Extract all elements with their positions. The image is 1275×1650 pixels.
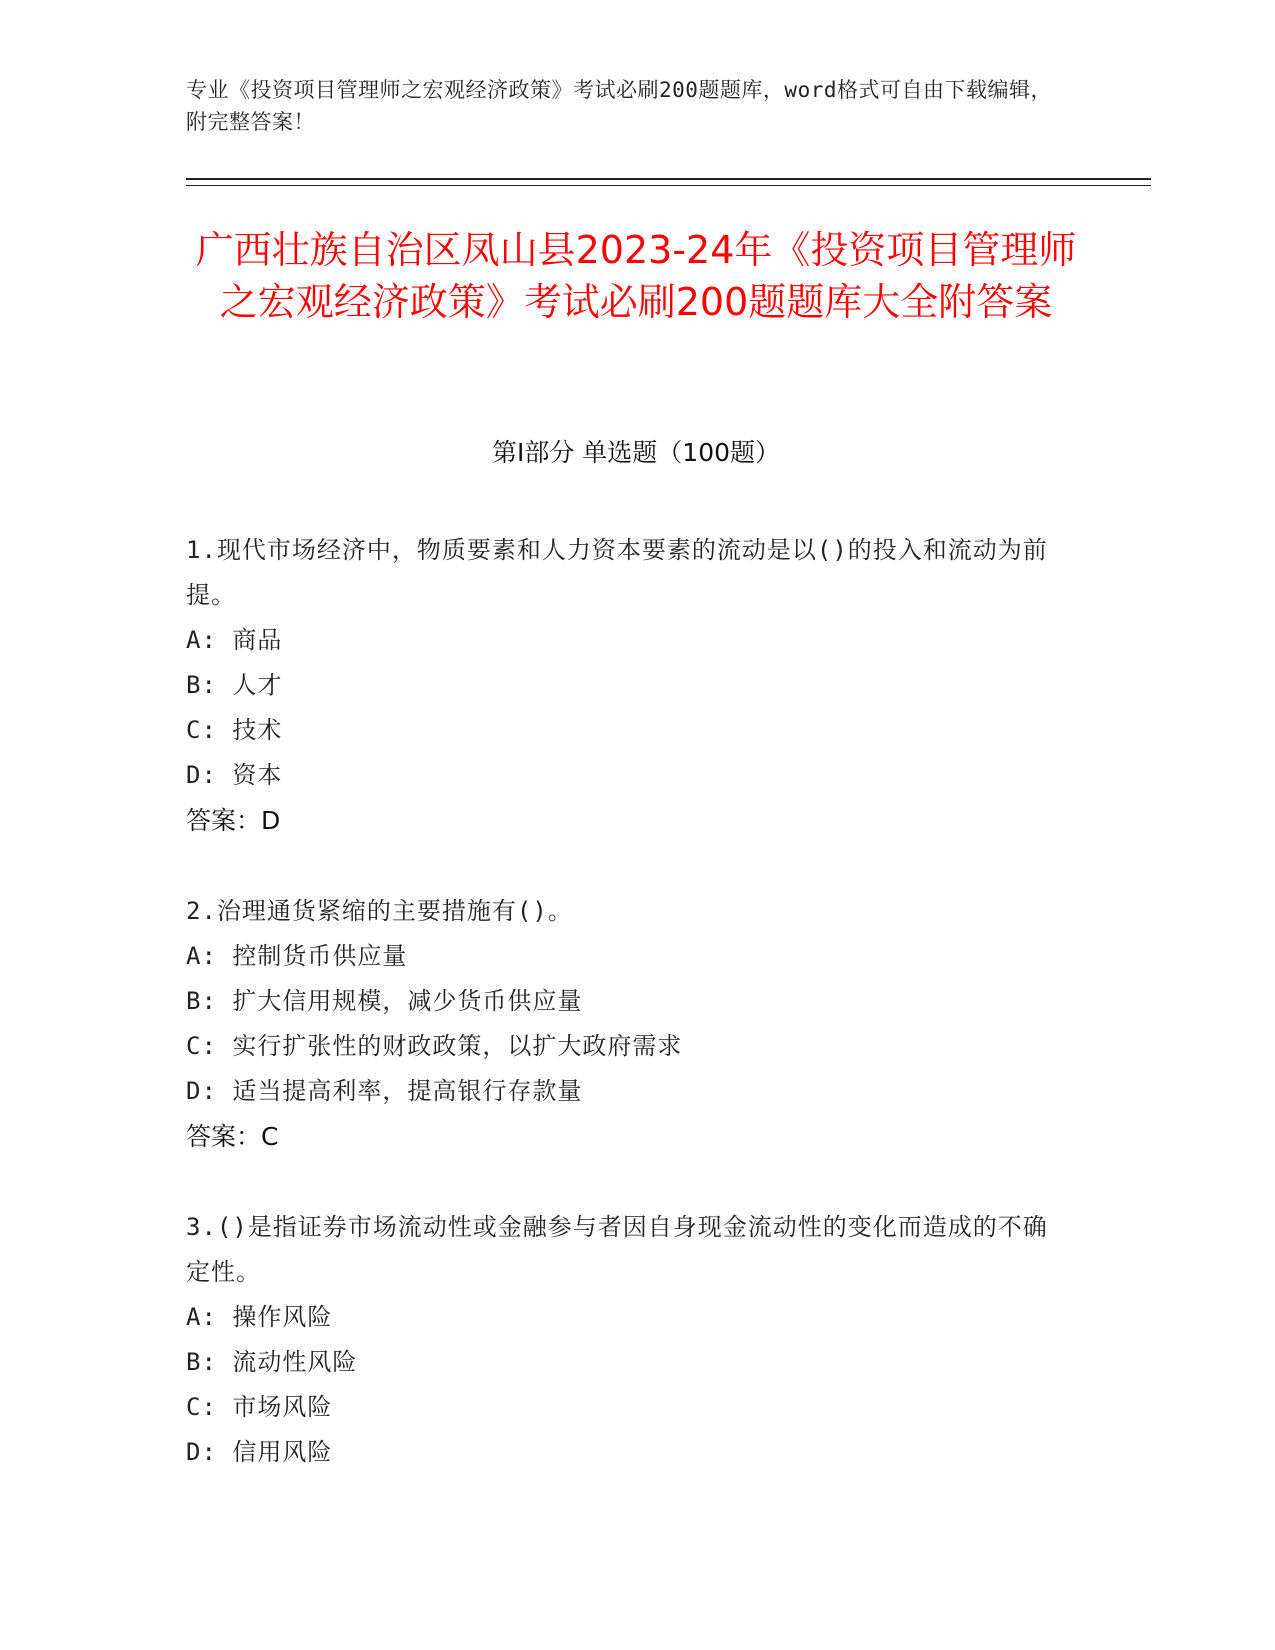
answer: 答案：C: [186, 1122, 279, 1151]
header-divider-thin: [186, 185, 1151, 186]
answer: 答案：D: [186, 806, 281, 835]
option-a: A: 操作风险: [186, 1303, 333, 1331]
question-list: [186, 528, 1066, 1521]
question-1: [186, 528, 1066, 843]
option-b: B: 人才: [186, 671, 283, 699]
option-d: D: 资本: [186, 761, 283, 789]
option-c: C: 市场风险: [186, 1393, 333, 1421]
document-title: 广西壮族自治区凤山县2023-24年《投资项目管理师之宏观经济政策》考试必刷200题题库大全附答案: [195, 228, 1077, 324]
question-stem: 1.现代市场经济中，物质要素和人力资本要素的流动是以()的投入和流动为前提。: [186, 536, 1048, 609]
option-b: B: 扩大信用规模，减少货币供应量: [186, 987, 583, 1015]
header-divider: [186, 178, 1151, 180]
question-2: [186, 889, 1066, 1159]
option-a: A: 商品: [186, 626, 283, 654]
header-note: 专业《投资项目管理师之宏观经济政策》考试必刷200题题库，word格式可自由下载编辑，附完整答案！: [186, 78, 1052, 134]
option-c: C: 实行扩张性的财政政策，以扩大政府需求: [186, 1032, 683, 1060]
option-c: C: 技术: [186, 716, 283, 744]
question-3: [186, 1205, 1066, 1475]
question-stem: 3.()是指证券市场流动性或金融参与者因自身现金流动性的变化而造成的不确定性。: [186, 1213, 1048, 1286]
option-d: D: 适当提高利率，提高银行存款量: [186, 1077, 583, 1105]
option-a: A: 控制货币供应量: [186, 942, 408, 970]
question-stem: 2.治理通货紧缩的主要措施有()。: [186, 897, 573, 925]
option-d: D: 信用风险: [186, 1438, 333, 1466]
section-title: 第I部分 单选题（100题）: [491, 438, 781, 467]
option-b: B: 流动性风险: [186, 1348, 358, 1376]
